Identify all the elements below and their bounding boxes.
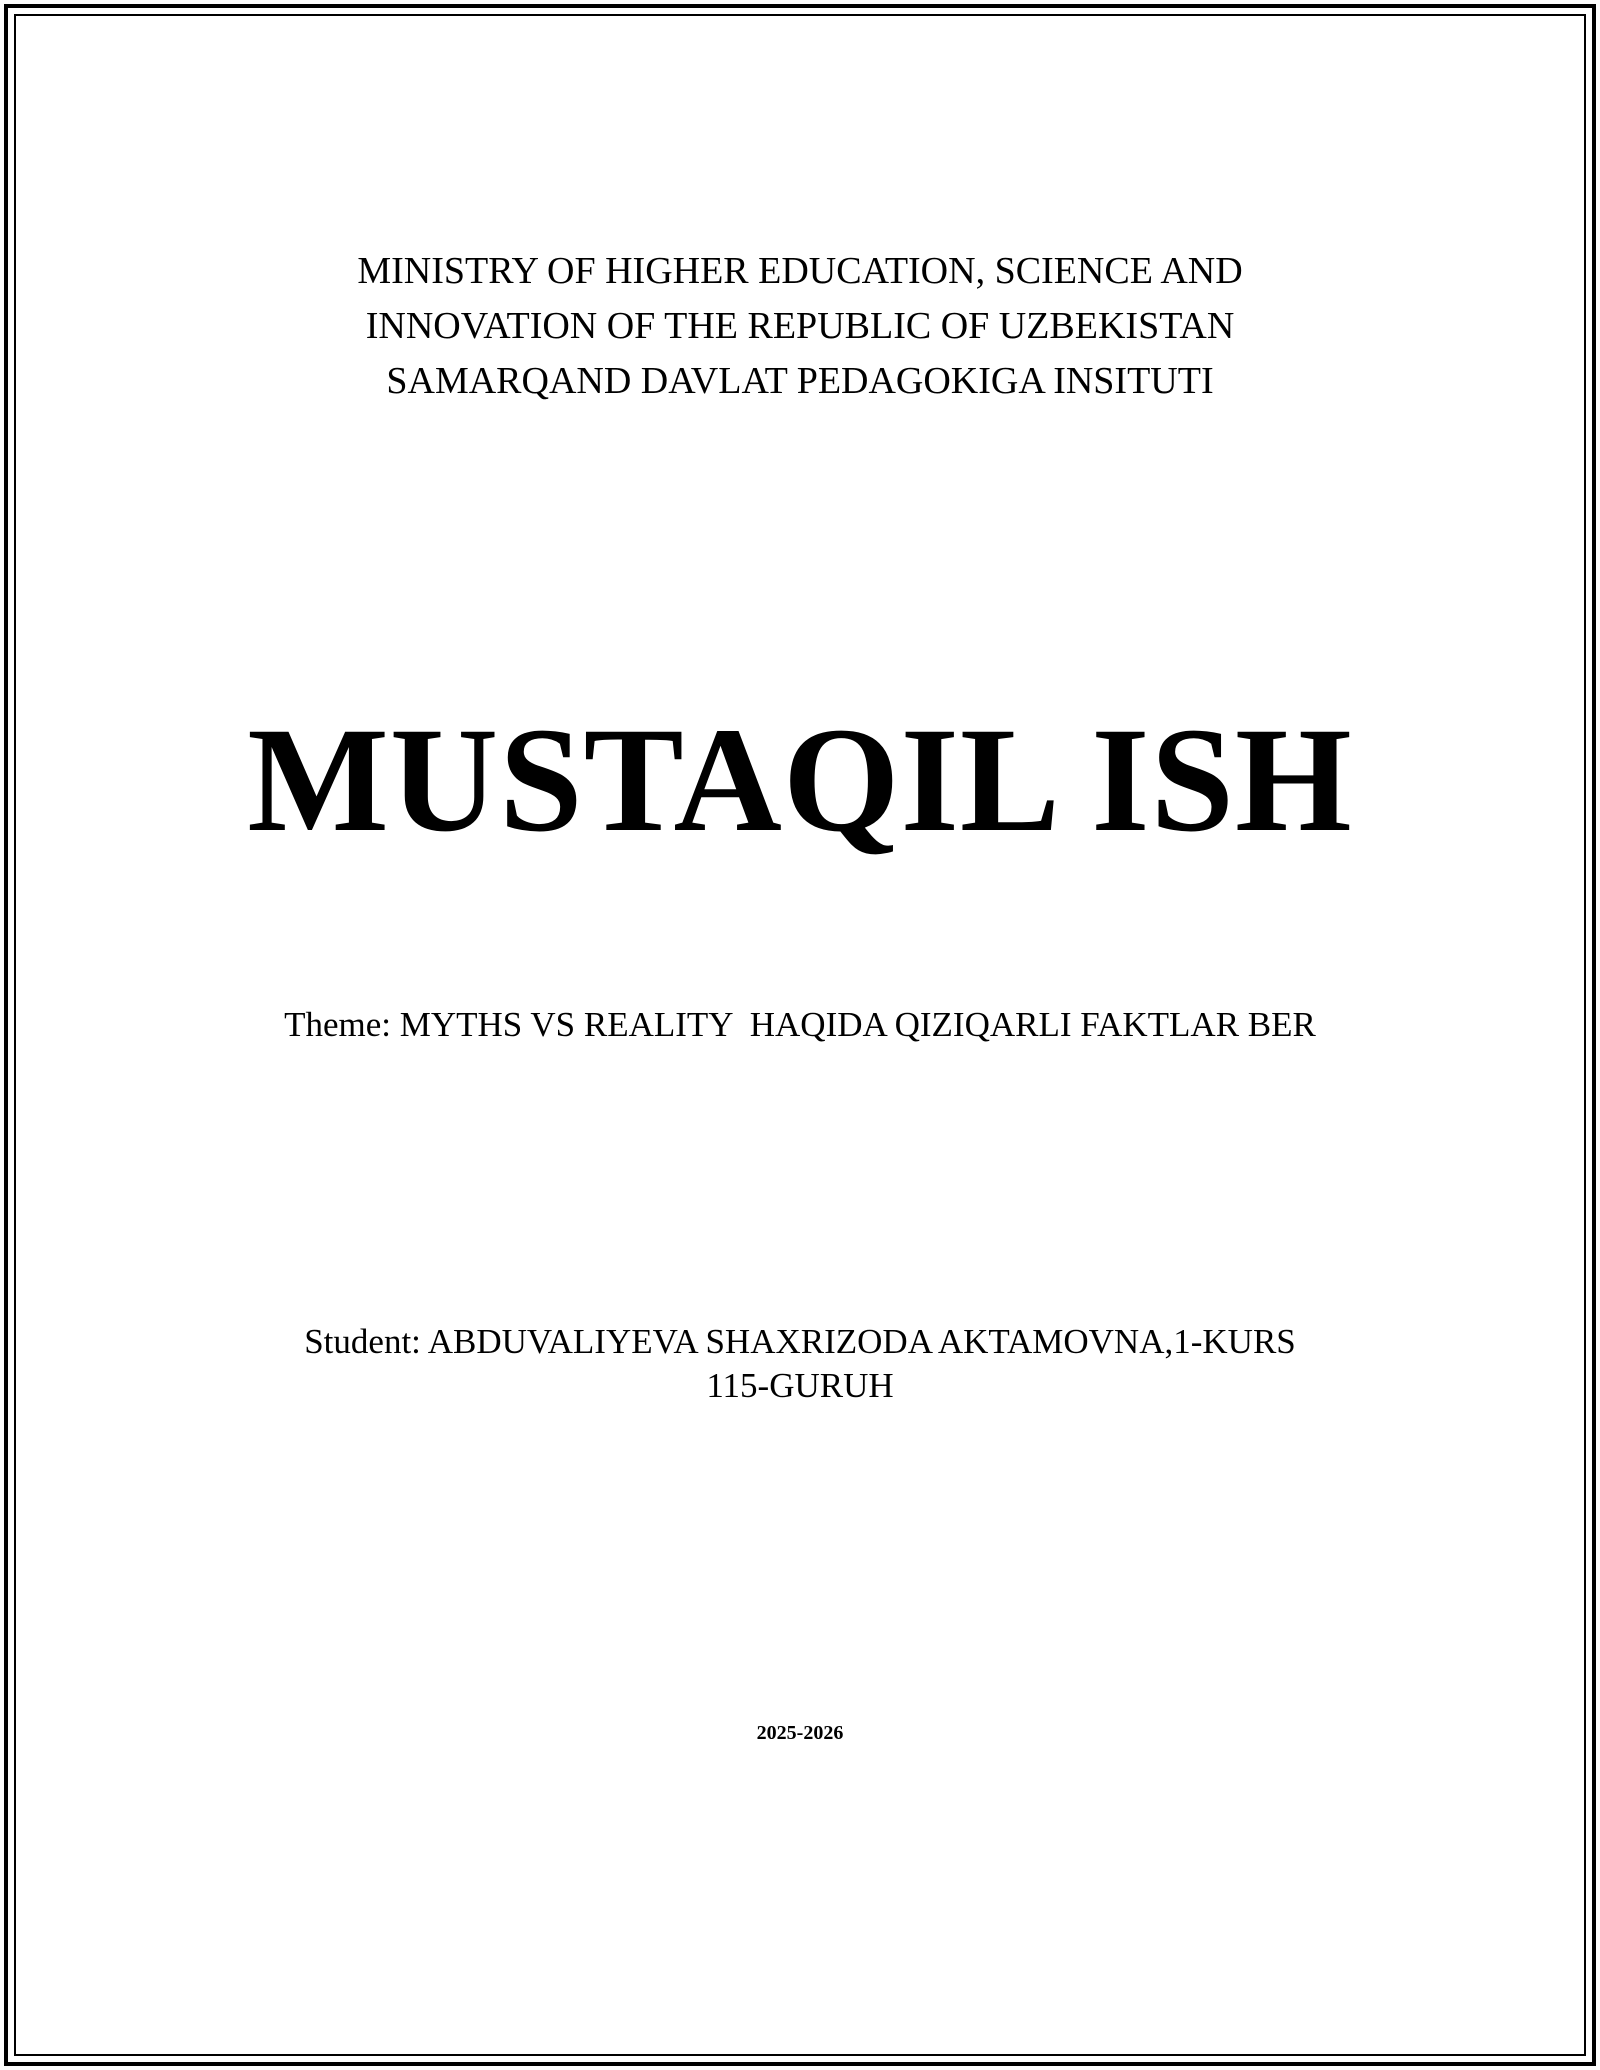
institution-header <box>0 244 1600 409</box>
student-line-2: 115-GURUH <box>706 1366 894 1405</box>
document-title: MUSTAQIL ISH <box>247 697 1353 863</box>
header-line-3: SAMARQAND DAVLAT PEDAGOKIGA INSITUTI <box>386 360 1214 402</box>
header-line-2: INNOVATION OF THE REPUBLIC OF UZBEKISTAN <box>365 305 1235 347</box>
student-info <box>0 1320 1600 1408</box>
theme-line: Theme: MYTHS VS REALITY HAQIDA QIZIQARLI FAKTLAR BER <box>284 1005 1316 1044</box>
academic-year: 2025-2026 <box>756 1722 844 1744</box>
header-line-1: MINISTRY OF HIGHER EDUCATION, SCIENCE AND <box>357 250 1243 292</box>
student-line-1: Student: ABDUVALIYEVA SHAXRIZODA AKTAMOVNA,1-KURS <box>304 1322 1296 1361</box>
